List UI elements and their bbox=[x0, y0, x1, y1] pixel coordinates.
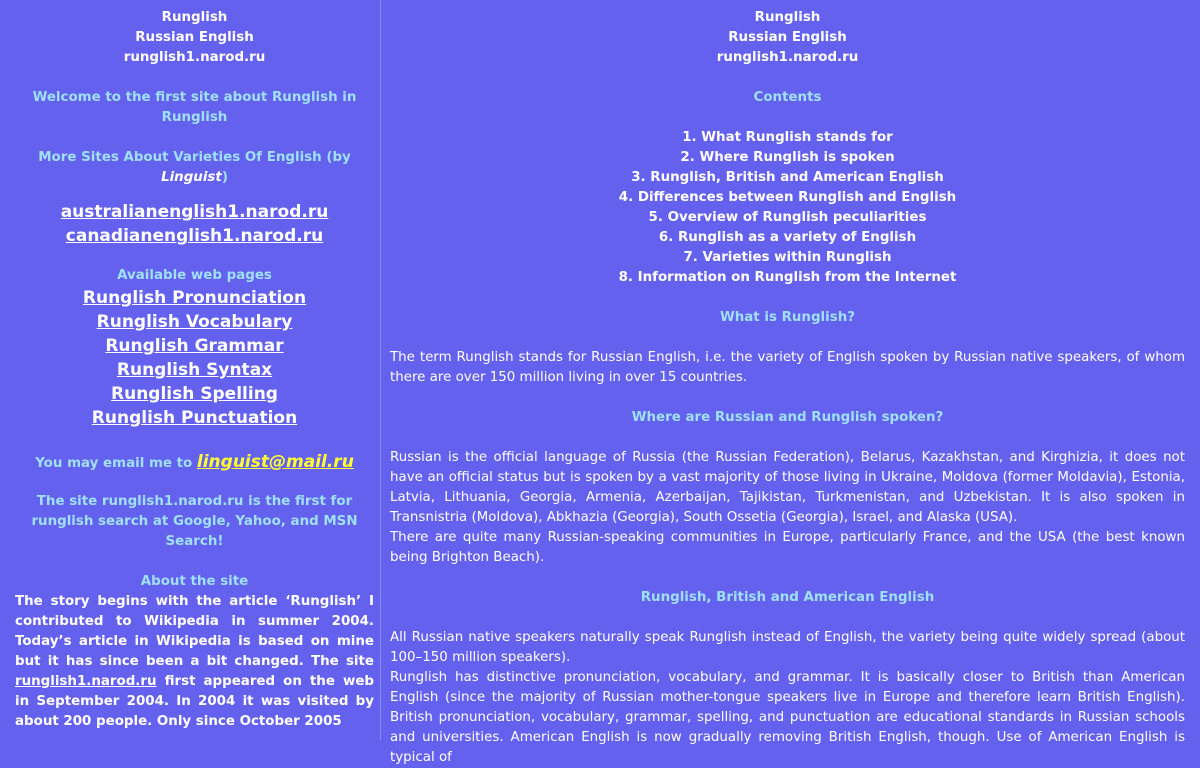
sidebar-site-url: runglish1.narod.ru bbox=[123, 50, 266, 65]
sidebar-title: Runglish bbox=[161, 10, 228, 25]
search-note: The site runglish1.narod.ru is the first for runglish search at Google, Yahoo, and MSN Search! bbox=[31, 494, 358, 549]
link-runglish-syntax[interactable]: Runglish Syntax bbox=[116, 360, 273, 380]
contents-item[interactable]: 2. Where Runglish is spoken bbox=[680, 150, 895, 165]
section-text-what: The term Runglish stands for Russian English, i.e. the variety of English spoken by Russian native speakers, of whom there are over 150 million living in over 15 countries. bbox=[390, 350, 1185, 385]
about-heading: About the site bbox=[140, 574, 249, 589]
contents-item[interactable]: 6. Runglish as a variety of English bbox=[658, 230, 917, 245]
contents-item[interactable]: 7. Varieties within Runglish bbox=[683, 250, 892, 265]
welcome-text: Welcome to the first site about Runglish in Runglish bbox=[32, 90, 357, 125]
available-pages-heading: Available web pages bbox=[117, 268, 272, 283]
section-heading-what: What is Runglish? bbox=[719, 310, 856, 325]
section-text-where-2: There are quite many Russian-speaking communities in Europe, particularly France, and the USA (the best known being Brighton Beach). bbox=[390, 530, 1185, 565]
more-sites-text: More Sites About Varieties Of English (by Linguist) bbox=[38, 150, 351, 185]
section-text-where-1: Russian is the official language of Russia (the Russian Federation), Belarus, Kazakhstan, and Kirghizia, it does not have an official status but is spoken by a vast majority of those living in Ukraine, Moldova (former Moldavia), Estonia, Latvia, Lithuania, Georgia, Armenia, Azerbaijan, Tajikistan, Turkmenistan, and Uzbekistan. It is also spoken in Transnistria (Moldova), Abkhazia (Georgia), South Ossetia (Georgia), Israel, and Alaska (USA). bbox=[390, 450, 1185, 525]
email-line: You may email me to linguist@mail.ru bbox=[35, 452, 354, 472]
author-name: Linguist bbox=[161, 170, 222, 185]
main-content bbox=[382, 0, 1200, 765]
sidebar-subtitle: Russian English bbox=[135, 30, 254, 45]
section-text-british-american-2: Runglish has distinctive pronunciation, vocabulary, and grammar. It is basically closer to British than American English (since the majority of Russian mother-tongue speakers live in Europe and therefore learn British English). British pronunciation, vocabulary, grammar, spelling, and punctuation are educational standards in Russian schools and universities. American English is now gradually removing British English, though. Use of American English is typical of bbox=[390, 670, 1185, 765]
link-canadianenglish[interactable]: canadianenglish1.narod.ru bbox=[65, 226, 324, 246]
main-subtitle: Russian English bbox=[728, 30, 847, 45]
contents-heading: Contents bbox=[753, 90, 822, 105]
left-sidebar bbox=[0, 0, 381, 740]
link-runglish-punctuation[interactable]: Runglish Punctuation bbox=[91, 408, 298, 428]
link-runglish-vocabulary[interactable]: Runglish Vocabulary bbox=[96, 312, 293, 332]
about-text: The story begins with the article ‘Runglish’ I contributed to Wikipedia in summer 2004. Today’s article in Wikipedia is based on mine but it has since been a bit changed. The site runglish1.narod.ru first appeared on the web in September 2004. In 2004 it was visited by about 200 people. Only since October 2005 bbox=[15, 594, 374, 729]
link-australianenglish[interactable]: australianenglish1.narod.ru bbox=[60, 202, 329, 222]
link-runglish-spelling[interactable]: Runglish Spelling bbox=[111, 384, 278, 404]
contents-item[interactable]: 5. Overview of Runglish peculiarities bbox=[648, 210, 927, 225]
main-site-url: runglish1.narod.ru bbox=[716, 50, 859, 65]
contents-item[interactable]: 4. Differences between Runglish and English bbox=[618, 190, 957, 205]
contents-item[interactable]: 1. What Runglish stands for bbox=[682, 130, 893, 145]
link-runglish-grammar[interactable]: Runglish Grammar bbox=[105, 336, 284, 356]
about-site-link[interactable]: runglish1.narod.ru bbox=[15, 674, 157, 689]
main-title: Runglish bbox=[754, 10, 821, 25]
link-runglish-pronunciation[interactable]: Runglish Pronunciation bbox=[82, 288, 307, 308]
email-link[interactable]: linguist@mail.ru bbox=[196, 452, 354, 472]
contents-list bbox=[390, 128, 1185, 288]
contents-item[interactable]: 3. Runglish, British and American English bbox=[631, 170, 944, 185]
section-heading-where: Where are Russian and Runglish spoken? bbox=[631, 410, 944, 425]
contents-item[interactable]: 8. Information on Runglish from the Internet bbox=[618, 270, 957, 285]
section-text-british-american-1: All Russian native speakers naturally speak Runglish instead of English, the variety being quite widely spread (about 100–150 million speakers). bbox=[390, 630, 1185, 665]
section-heading-british-american: Runglish, British and American English bbox=[640, 590, 935, 605]
